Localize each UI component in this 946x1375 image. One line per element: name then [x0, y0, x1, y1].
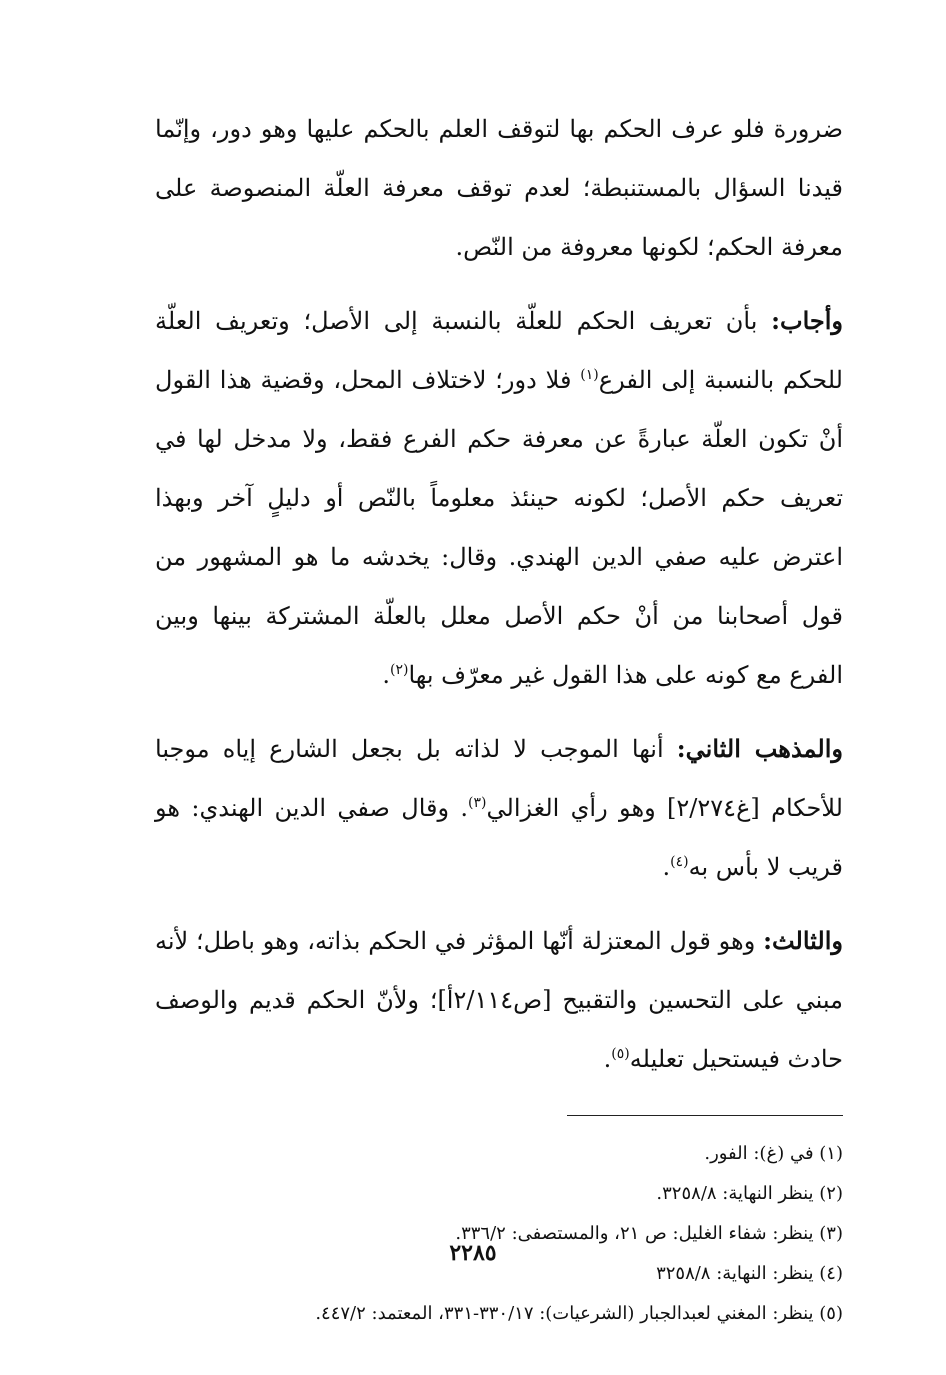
- footnote-1: (١) في (غ): الفور.: [704, 1143, 843, 1164]
- footnote-ref-1: (١): [580, 367, 599, 383]
- footnote-ref-2: (٢): [390, 662, 409, 678]
- page-body: [155, 100, 843, 1324]
- paragraph-2-text-a: بأن تعريف الحكم للعلّة بالنسبة إلى الأصل؛ وتعريف العلّة للحكم بالنسبة إلى الفرع: [155, 307, 843, 394]
- footnote-4: (٤) ينظر: النهاية: ٣٢٥٨/٨: [656, 1263, 843, 1284]
- paragraph-3-text-a: أنها الموجب لا لذاته بل بجعل الشارع إياه موجبا للأحكام [غ٢/٢٧٤] وهو رأي الغزالي: [155, 735, 843, 822]
- paragraph-2: [155, 291, 843, 705]
- page-number: ٢٢٨٥: [449, 1240, 497, 1266]
- paragraph-1: [155, 100, 843, 277]
- footnote-5: (٥) ينظر: المغني لعبدالجبار (الشرعيات): ٣٣٠/١٧-٣٣١، المعتمد: ٤٤٧/٢.: [315, 1303, 843, 1324]
- paragraph-4: [155, 911, 843, 1089]
- paragraph-4-text-b: .: [603, 1045, 612, 1073]
- footnotes: [155, 1134, 843, 1334]
- paragraph-1-text: ضرورة فلو عرف الحكم بها لتوقف العلم بالحكم عليها وهو دور، وإنّما قيدنا السؤال بالمستنبطة؛ لعدم توقف معرفة العلّة المنصوصة على معرفة الحكم؛ لكونها معروفة من النّص.: [155, 115, 843, 261]
- paragraph-3: [155, 719, 843, 897]
- paragraph-3-text-c: .: [662, 853, 671, 881]
- paragraph-2-lead: وأجاب:: [771, 306, 843, 335]
- paragraph-4-lead: والثالث:: [763, 926, 843, 955]
- footnote-ref-4: (٤): [670, 854, 689, 870]
- paragraph-2-text-c: .: [382, 661, 391, 689]
- footnote-3: (٣) ينظر: شفاء الغليل: ص ٢١، والمستصفى: ٣٣٦/٢.: [455, 1223, 843, 1244]
- footnote-ref-3: (٣): [468, 795, 487, 811]
- footnote-ref-5: (٥): [611, 1046, 630, 1062]
- paragraph-3-text-b: . وقال صفي الدين الهندي: هو قريب لا بأس به: [155, 794, 843, 881]
- paragraph-2-text-b: فلا دور؛ لاختلاف المحل، وقضية هذا القول أنْ تكون العلّة عبارةً عن معرفة حكم الفرع فقط، ولا مدخل لها في تعريف حكم الأصل؛ لكونه حينئذ معلوماً بالنّص أو دليلٍ آخر وبهذا اعترض عليه صفي الدين الهندي. وقال: يخدشه ما هو المشهور من قول أصحابنا من أنْ حكم الأصل معلل بالعلّة المشتركة بينها وبين الفرع مع كونه على هذا القول غير معرّف بها: [155, 366, 843, 689]
- footnote-divider: [567, 1115, 843, 1116]
- footnote-2: (٢) ينظر النهاية: ٣٢٥٨/٨.: [656, 1183, 843, 1204]
- paragraph-4-text-a: وهو قول المعتزلة أنّها المؤثر في الحكم بذاته، وهو باطل؛ لأنه مبني على التحسين والتقبيح [ص٢/١١٤أ]؛ ولأنّ الحكم قديم والوصف حادث فيستحيل تعليله: [155, 927, 843, 1073]
- paragraph-3-lead: والمذهب الثاني:: [676, 734, 843, 763]
